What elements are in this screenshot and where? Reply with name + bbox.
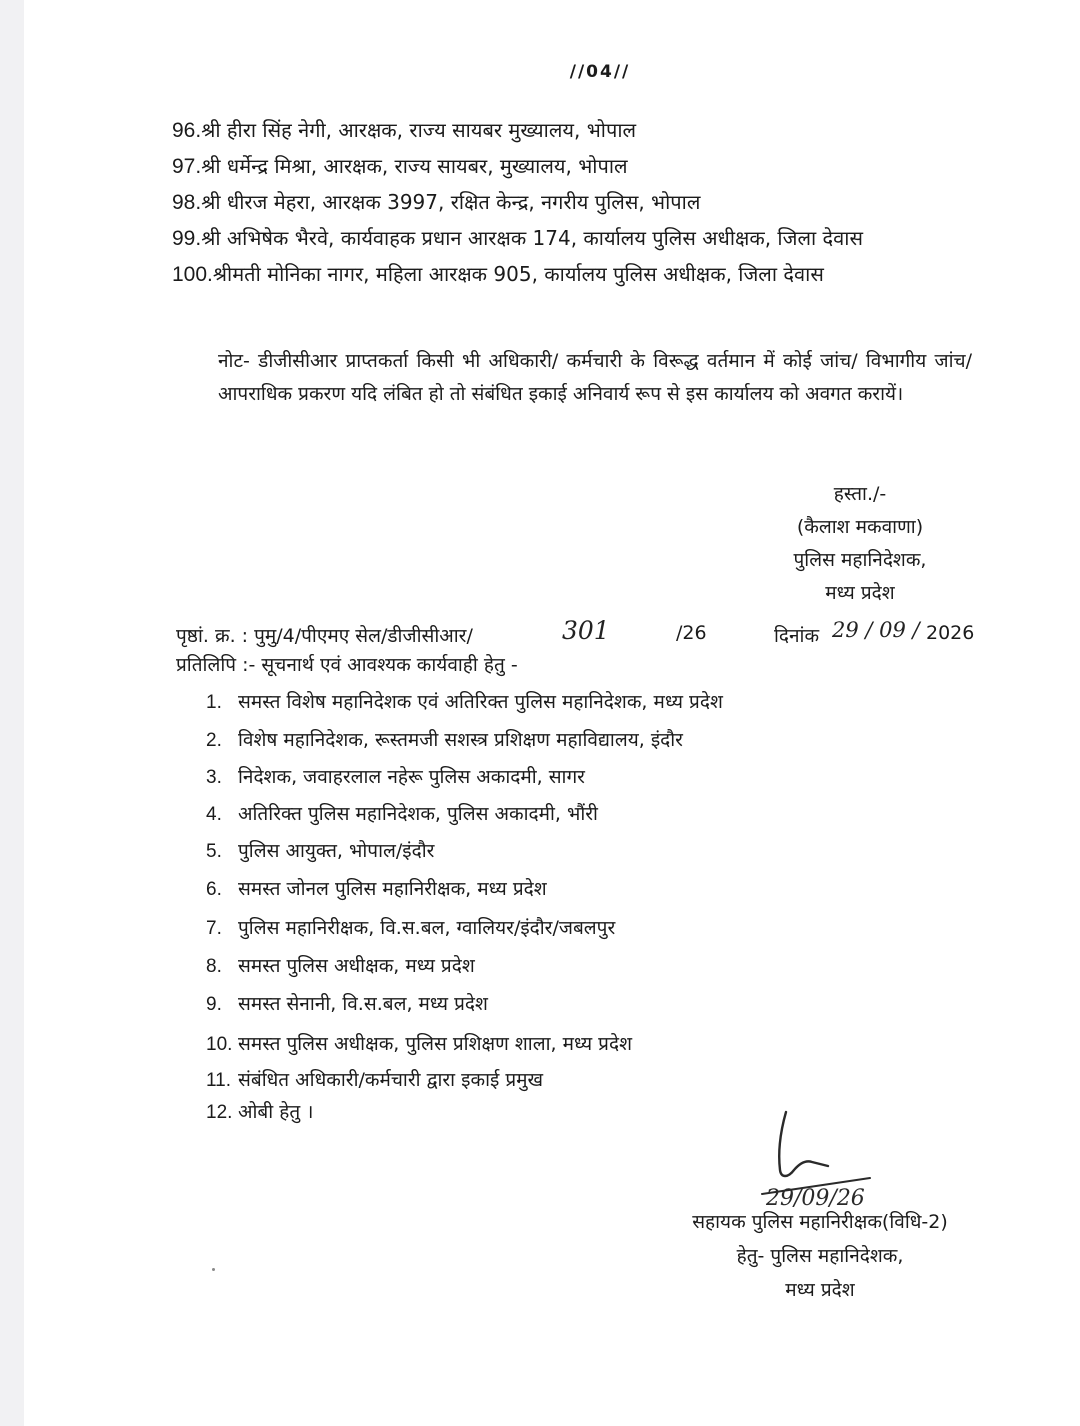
copy-list-item [206, 800, 598, 826]
copy-text: समस्त सेनानी, वि.स.बल, मध्य प्रदेश [238, 993, 488, 1015]
copy-number: 10. [206, 1034, 233, 1055]
copy-text: समस्त जोनल पुलिस महानिरीक्षक, मध्य प्रदेश [238, 878, 547, 900]
assistant-signature-block [650, 1205, 990, 1307]
copy-number: 8. [206, 956, 222, 977]
date-handwritten: 29 / 09 / [832, 618, 920, 642]
signatory-designation: पुलिस महानिदेशक, [793, 549, 927, 571]
awardee-number: 100. [172, 263, 213, 286]
copy-text: निदेशक, जवाहरलाल नहेरू पुलिस अकादमी, सागर [238, 766, 585, 788]
handwritten-signature [750, 1108, 900, 1218]
awardee-number: 96. [172, 119, 202, 142]
copy-text: समस्त विशेष महानिदेशक एवं अतिरिक्त पुलिस महानिदेशक, मध्य प्रदेश [238, 691, 723, 713]
page-number: //04// [569, 62, 631, 82]
reference-number: 301 [562, 616, 610, 645]
copy-heading: प्रतिलिपि :- सूचनार्थ एवं आवश्यक कार्यवाही हेतु - [176, 654, 518, 676]
awardee-text: श्रीमती मोनिका नागर, महिला आरक्षक 905, कार्यालय पुलिस अधीक्षक, जिला देवास [212, 262, 824, 286]
signatory-name: (कैलाश मकवाणा) [796, 516, 924, 538]
awardee-item [172, 152, 628, 179]
reference-label: पृष्ठां. क्र. : पुमु/4/पीएमए सेल/डीजीसीआर/ [176, 625, 473, 647]
assistant-for: हेतु- पुलिस महानिदेशक, [736, 1245, 904, 1267]
note-paragraph: नोट- डीजीसीआर प्राप्तकर्ता किसी भी अधिकारी/ कर्मचारी के विरूद्ध वर्तमान में कोई जांच/ विभागीय जांच/ आपराधिक प्रकरण यदि लंबित हो तो संबंधित इकाई अनिवार्य रूप से इस कार्यालय को अवगत करायें। [218, 350, 972, 405]
awardee-text: श्री अभिषेक भैरवे, कार्यवाहक प्रधान आरक्षक 174, कार्यालय पुलिस अधीक्षक, जिला देवास [201, 226, 863, 250]
assistant-state: मध्य प्रदेश [785, 1279, 855, 1301]
awardee-text: श्री धीरज मेहरा, आरक्षक 3997, रक्षित केन्द्र, नगरीय पुलिस, भोपाल [201, 190, 701, 214]
copy-list-item [206, 1030, 632, 1056]
copy-list-item [206, 688, 723, 714]
signed-mark: हस्ता./- [833, 483, 887, 505]
awardee-item [172, 188, 700, 215]
awardee-text: श्री हीरा सिंह नेगी, आरक्षक, राज्य सायबर मुख्यालय, भोपाल [201, 118, 637, 142]
endorsement-reference [176, 618, 976, 652]
copy-text: अतिरिक्त पुलिस महानिदेशक, पुलिस अकादमी, भौंरी [238, 803, 598, 825]
copy-list-item [206, 763, 585, 789]
dgp-signature-block [760, 478, 960, 610]
scan-speck [212, 1268, 215, 1271]
copy-text: संबंधित अधिकारी/कर्मचारी द्वारा इकाई प्रमुख [238, 1069, 544, 1091]
awardee-number: 99. [172, 227, 202, 250]
copy-list-item [206, 1066, 543, 1092]
copy-list-item [206, 726, 683, 752]
copy-number: 4. [206, 804, 222, 825]
awardee-number: 97. [172, 155, 202, 178]
date-year: 2026 [926, 622, 975, 644]
copy-text: पुलिस महानिरीक्षक, वि.स.बल, ग्वालियर/इंदौर/जबलपुर [238, 917, 616, 939]
copy-text: विशेष महानिदेशक, रूस्तमजी सशस्त्र प्रशिक्षण महाविद्यालय, इंदौर [238, 729, 683, 751]
copy-number: 1. [206, 692, 222, 713]
awardee-number: 98. [172, 191, 202, 214]
copy-list-item [206, 952, 475, 978]
copy-list-item [206, 875, 547, 901]
copy-number: 9. [206, 994, 222, 1015]
copy-list-item [206, 914, 615, 940]
signature-date: 29/09/26 [766, 1186, 865, 1211]
date-label: दिनांक [774, 625, 820, 647]
signatory-state: मध्य प्रदेश [825, 582, 895, 604]
copy-number: 3. [206, 767, 222, 788]
awardee-item [172, 116, 636, 143]
copy-text: समस्त पुलिस अधीक्षक, मध्य प्रदेश [238, 955, 475, 977]
copy-list-item [206, 990, 488, 1016]
copy-number: 11. [206, 1070, 232, 1091]
reference-year: /26 [676, 622, 707, 644]
copy-number: 12. [206, 1102, 233, 1123]
awardee-text: श्री धर्मेन्द्र मिश्रा, आरक्षक, राज्य सायबर, मुख्यालय, भोपाल [201, 154, 628, 178]
copy-number: 5. [206, 841, 222, 862]
copy-number: 6. [206, 879, 222, 900]
copy-list-item [206, 837, 434, 863]
copy-text: ओबी हेतु । [238, 1101, 314, 1123]
copy-number: 7. [206, 918, 222, 939]
copy-number: 2. [206, 730, 222, 751]
copy-text: समस्त पुलिस अधीक्षक, पुलिस प्रशिक्षण शाला, मध्य प्रदेश [238, 1033, 633, 1055]
awardee-item [172, 260, 824, 287]
assistant-designation: सहायक पुलिस महानिरीक्षक(विधि-2) [692, 1211, 948, 1233]
awardee-item [172, 224, 863, 251]
copy-list-item [206, 1098, 313, 1124]
copy-text: पुलिस आयुक्त, भोपाल/इंदौर [238, 840, 435, 862]
